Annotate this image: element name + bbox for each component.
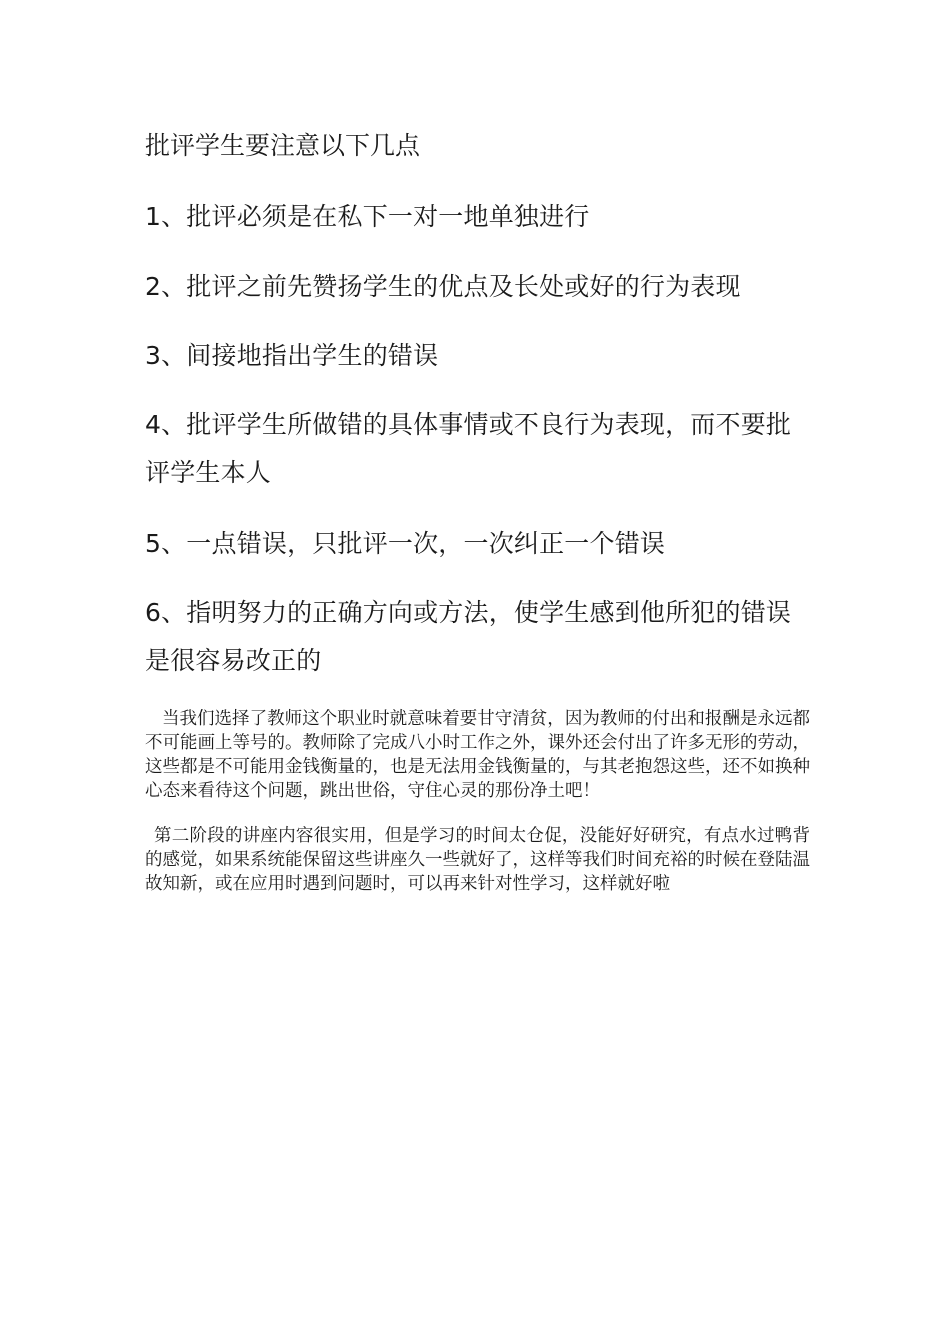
point-4: 4、批评学生所做错的具体事情或不良行为表现，而不要批评学生本人 (145, 410, 792, 487)
point-2: 2、批评之前先赞扬学生的优点及长处或好的行为表现 (145, 272, 741, 301)
point-1: 1、批评必须是在私下一对一地单独进行 (145, 202, 590, 231)
point-3: 3、间接地指出学生的错误 (145, 341, 439, 370)
paragraph-teacher-career: 当我们选择了教师这个职业时就意味着要甘守清贫，因为教师的付出和报酬是永远都不可能画上等号的。教师除了完成八小时工作之外，课外还会付出了许多无形的劳动，这些都是不可能用金钱衡量的，也是无法用金钱衡量的，与其老抱怨这些，还不如换种心态来看待这个问题，跳出世俗，守住心灵的那份净土吧！ (145, 709, 810, 801)
point-6: 6、指明努力的正确方向或方法，使学生感到他所犯的错误是很容易改正的 (145, 598, 792, 675)
point-5: 5、一点错误，只批评一次，一次纠正一个错误 (145, 529, 666, 558)
document-heading: 批评学生要注意以下几点 (145, 131, 421, 160)
paragraph-lecture-feedback: 第二阶段的讲座内容很实用，但是学习的时间太仓促，没能好好研究，有点水过鸭背的感觉，如果系统能保留这些讲座久一些就好了，这样等我们时间充裕的时候在登陆温故知新，或在应用时遇到问题时，可以再来针对性学习，这样就好啦 (145, 826, 810, 894)
